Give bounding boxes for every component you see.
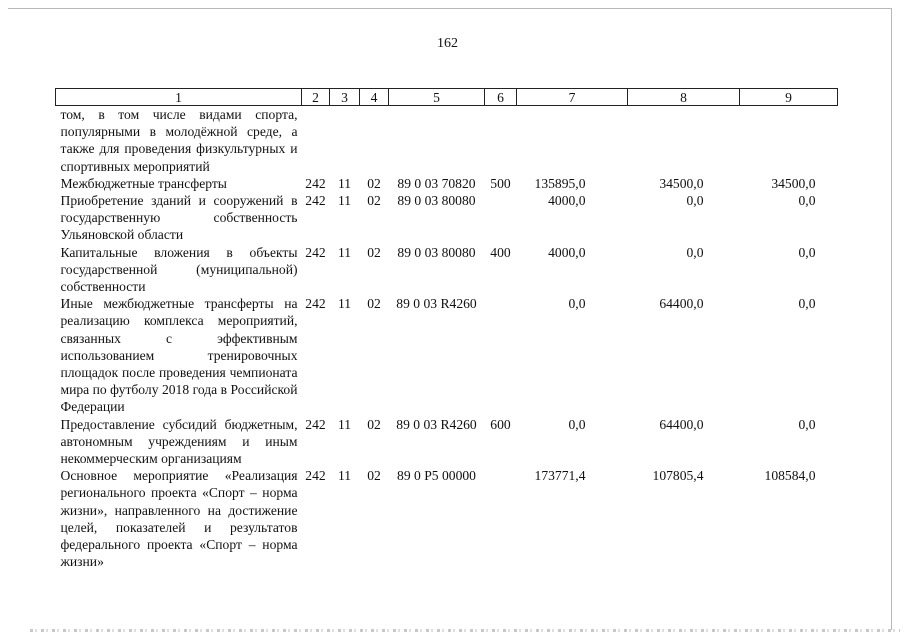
header-col-3: 3 xyxy=(330,89,360,106)
cell-amount-year-3: 0,0 xyxy=(798,244,816,260)
cell-subsection-code: 02 xyxy=(367,468,381,484)
cell-subsection-code: 02 xyxy=(367,416,381,432)
cell-expense-type xyxy=(485,192,517,244)
cell-amount-year-2 xyxy=(628,106,740,175)
cell-name: Предоставление субсидий бюджетным, автономным учреждениям и иным некоммерческим организациям xyxy=(60,416,298,467)
cell-amount-year-1: 173771,4 xyxy=(534,468,586,484)
table-row xyxy=(56,192,838,244)
cell-amount-year-1: 4000,0 xyxy=(548,193,586,209)
cell-ministry-code: 242 xyxy=(305,468,326,484)
budget-table xyxy=(55,88,838,570)
cell-subsection-code: 02 xyxy=(367,296,381,312)
cell-subsection-code: 02 xyxy=(367,193,381,209)
cell-amount-year-1: 135895,0 xyxy=(534,175,586,191)
cell-amount-year-2: 0,0 xyxy=(686,193,704,209)
cell-amount-year-1 xyxy=(517,106,628,175)
table-body xyxy=(56,106,838,571)
cell-subsection-code: 02 xyxy=(367,175,381,191)
cell-name: Капитальные вложения в объекты государственной (муниципальной) собственности xyxy=(60,244,298,295)
cell-section-code xyxy=(330,106,360,175)
cell-expense-type: 400 xyxy=(490,244,511,260)
table-row xyxy=(56,416,838,468)
cell-amount-year-3: 0,0 xyxy=(798,193,816,209)
header-col-6: 6 xyxy=(485,89,517,106)
header-col-5: 5 xyxy=(389,89,485,106)
cell-expense-type xyxy=(485,467,517,570)
cell-amount-year-3: 108584,0 xyxy=(764,468,816,484)
table-row xyxy=(56,244,838,296)
cell-section-code: 11 xyxy=(337,175,352,191)
cell-amount-year-1: 0,0 xyxy=(568,416,586,432)
cell-amount-year-2: 107805,4 xyxy=(652,468,704,484)
table-row xyxy=(56,106,838,175)
cell-name: Межбюджетные трансферты xyxy=(60,175,227,191)
cell-target-article: 89 0 03 R4260 xyxy=(396,296,477,312)
cell-expense-type xyxy=(485,295,517,415)
header-col-1: 1 xyxy=(56,89,302,106)
cell-name: Приобретение зданий и сооружений в государственную собственность Ульяновской области xyxy=(60,193,298,243)
cell-ministry-code: 242 xyxy=(305,175,326,191)
cell-section-code: 11 xyxy=(337,193,352,209)
cell-target-article: 89 0 P5 00000 xyxy=(397,468,476,484)
cell-amount-year-2: 34500,0 xyxy=(659,175,704,191)
cell-target-article: 89 0 03 R4260 xyxy=(396,416,477,432)
cell-amount-year-1: 4000,0 xyxy=(548,244,586,260)
cell-expense-type: 600 xyxy=(490,416,511,432)
cell-subsection-code: 02 xyxy=(367,244,381,260)
page-number: 162 xyxy=(437,36,458,51)
table-header xyxy=(56,89,838,106)
cell-section-code: 11 xyxy=(337,468,352,484)
cell-amount-year-2: 64400,0 xyxy=(659,416,704,432)
cell-amount-year-3 xyxy=(740,106,838,175)
table-row xyxy=(56,295,838,415)
cell-amount-year-3: 0,0 xyxy=(798,416,816,432)
cell-ministry-code xyxy=(302,106,330,175)
cell-section-code: 11 xyxy=(337,416,352,432)
cell-section-code: 11 xyxy=(337,296,352,312)
header-col-2: 2 xyxy=(302,89,330,106)
header-col-8: 8 xyxy=(628,89,740,106)
cell-name: Иные межбюджетные трансферты на реализацию комплекса мероприятий, связанных с эффективным использованием тренировочных площадок после проведения чемпионата мира по футболу 2018 года в Российской Федерации xyxy=(60,296,298,415)
cell-amount-year-1: 0,0 xyxy=(568,296,586,312)
cell-name: Основное мероприятие «Реализация регионального проекта «Спорт – норма жизни», направленного на достижение целей, показателей и результатов федерального проекта «Спорт – норма жизни» xyxy=(60,468,298,570)
cell-ministry-code: 242 xyxy=(305,244,326,260)
header-col-7: 7 xyxy=(517,89,628,106)
cell-amount-year-2: 0,0 xyxy=(686,244,704,260)
cell-amount-year-3: 0,0 xyxy=(798,296,816,312)
table-row xyxy=(56,467,838,570)
cell-ministry-code: 242 xyxy=(305,416,326,432)
cell-expense-type xyxy=(485,106,517,175)
cell-target-article: 89 0 03 70820 xyxy=(397,175,476,191)
cell-target-article: 89 0 03 80080 xyxy=(397,193,476,209)
cell-name: том, в том числе видами спорта, популярными в молодёжной среде, а также для проведения физкультурных и спортивных мероприятий xyxy=(60,107,298,174)
cell-target-article xyxy=(389,106,485,175)
cell-section-code: 11 xyxy=(337,244,352,260)
cell-subsection-code xyxy=(360,106,389,175)
cell-amount-year-2: 64400,0 xyxy=(659,296,704,312)
cell-target-article: 89 0 03 80080 xyxy=(397,244,476,260)
cell-amount-year-3: 34500,0 xyxy=(771,175,816,191)
cell-ministry-code: 242 xyxy=(305,296,326,312)
cell-ministry-code: 242 xyxy=(305,193,326,209)
table-row xyxy=(56,175,838,192)
cell-expense-type: 500 xyxy=(490,175,511,191)
scan-edge-artifact xyxy=(30,629,900,632)
header-row xyxy=(56,89,838,106)
header-col-9: 9 xyxy=(740,89,838,106)
header-col-4: 4 xyxy=(360,89,389,106)
